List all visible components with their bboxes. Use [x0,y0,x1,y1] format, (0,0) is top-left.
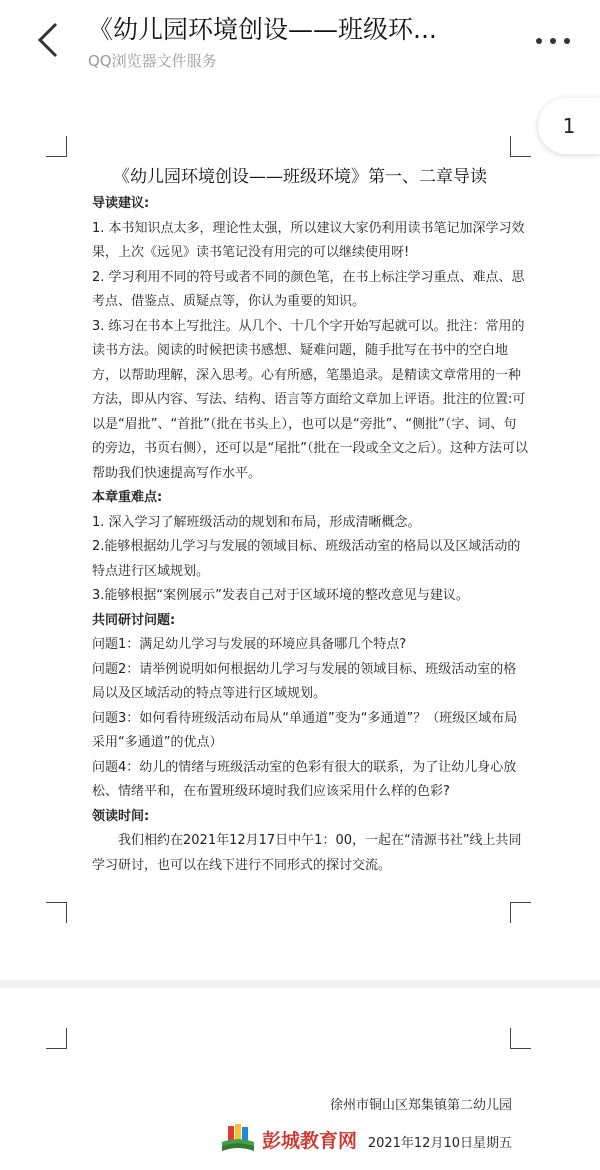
document-date: 2021年12月10日星期五 [367,1136,512,1151]
back-button[interactable] [30,20,70,60]
document-title: 《幼儿园环境创设——班级环... [88,15,437,44]
document-page [0,78,600,980]
more-dots-icon [530,26,576,56]
paragraph: 我们相约在2021年12月17日中午1：00，一起在“清源书社”线上共同学习研讨，也可以在线下进行不同形式的探讨交流。 [92,833,522,873]
paragraph: 1. 深入学习了解班级活动的规划和布局，形成清晰概念。 [92,514,421,530]
paragraph: 3.能够根据“案例展示”发表自己对于区域环境的整改意见与建议。 [92,588,469,603]
paragraph: 2. 学习利用不同的符号或者不同的颜色笔，在书上标注学习重点、难点、思考点、借鉴点、质疑点等，你认为重要的知识。 [92,269,525,309]
source-label: QQ浏览器文件服务 [88,52,217,70]
paragraph: 1. 本书知识点太多，理论性太强，所以建议大家仍利用读书笔记加深学习效果，上次《远见》读书笔记没有用完的可以继续使用呀! [92,220,525,260]
book-logo-icon [220,1124,256,1154]
crop-mark [46,136,67,157]
document-body [92,192,528,878]
crop-mark [510,1028,531,1049]
paragraph: 问题3：如何看待班级活动布局从“单通道”变为“多通道”？（班级区域布局采用“多通道”的优点） [92,710,518,750]
page-indicator[interactable]: 1 [538,98,600,154]
document-page [0,988,600,1170]
back-arrow-icon [30,20,70,60]
document-viewer[interactable] [0,78,600,1170]
paragraph: 3. 练习在书本上写批注。从几个、十几个字开始写起就可以。批注：常用的读书方法。阅读的时候把读书感想、疑难问题，随手批写在书中的空白地方，以帮助理解，深入思考。心有所感，笔墨追录。是精读文章常用的一种方法，即从内容、写法、结构、语言等方面给文章加上评语。批注的位置:可以是“眉批”、“首批”（批在书头上），也可以是“旁批”、“侧批”（字、词、句的旁边，书页右侧），还可以是“尾批”（批在一段或全文之后）。这种方法可以帮助我们快速提高写作水平。 [92,318,528,481]
paragraph: 问题1：满足幼儿学习与发展的环境应具备哪几个特点? [92,637,407,652]
crop-mark [46,902,67,923]
section-heading: 导读建议: [92,196,150,211]
top-bar [0,0,600,78]
page-heading: 《幼儿园环境创设——班级环境》第一、二章导读 [113,167,487,187]
organization-name: 徐州市铜山区郑集镇第二幼儿园 [329,1098,512,1113]
paragraph: 问题2：请举例说明如何根据幼儿学习与发展的领域目标、班级活动室的格局以及区域活动的特点等进行区域规划。 [92,661,517,701]
crop-mark [510,136,531,157]
section-heading: 本章重难点: [92,490,163,505]
section-heading: 领读时间: [92,808,150,824]
paragraph: 2.能够根据幼儿学习与发展的领域目标、班级活动室的格局以及区域活动的特点进行区域规划。 [92,539,521,579]
watermark-text: 彭城教育网 [262,1130,358,1152]
crop-mark [510,902,531,923]
paragraph: 问题4：幼儿的情绪与班级活动室的色彩有很大的联系，为了让幼儿身心放松、情绪平和，在布置班级环境时我们应该采用什么样的色彩? [92,759,517,799]
crop-mark [46,1028,67,1049]
more-button[interactable] [530,26,576,56]
section-heading: 共同研讨问题: [92,612,176,628]
